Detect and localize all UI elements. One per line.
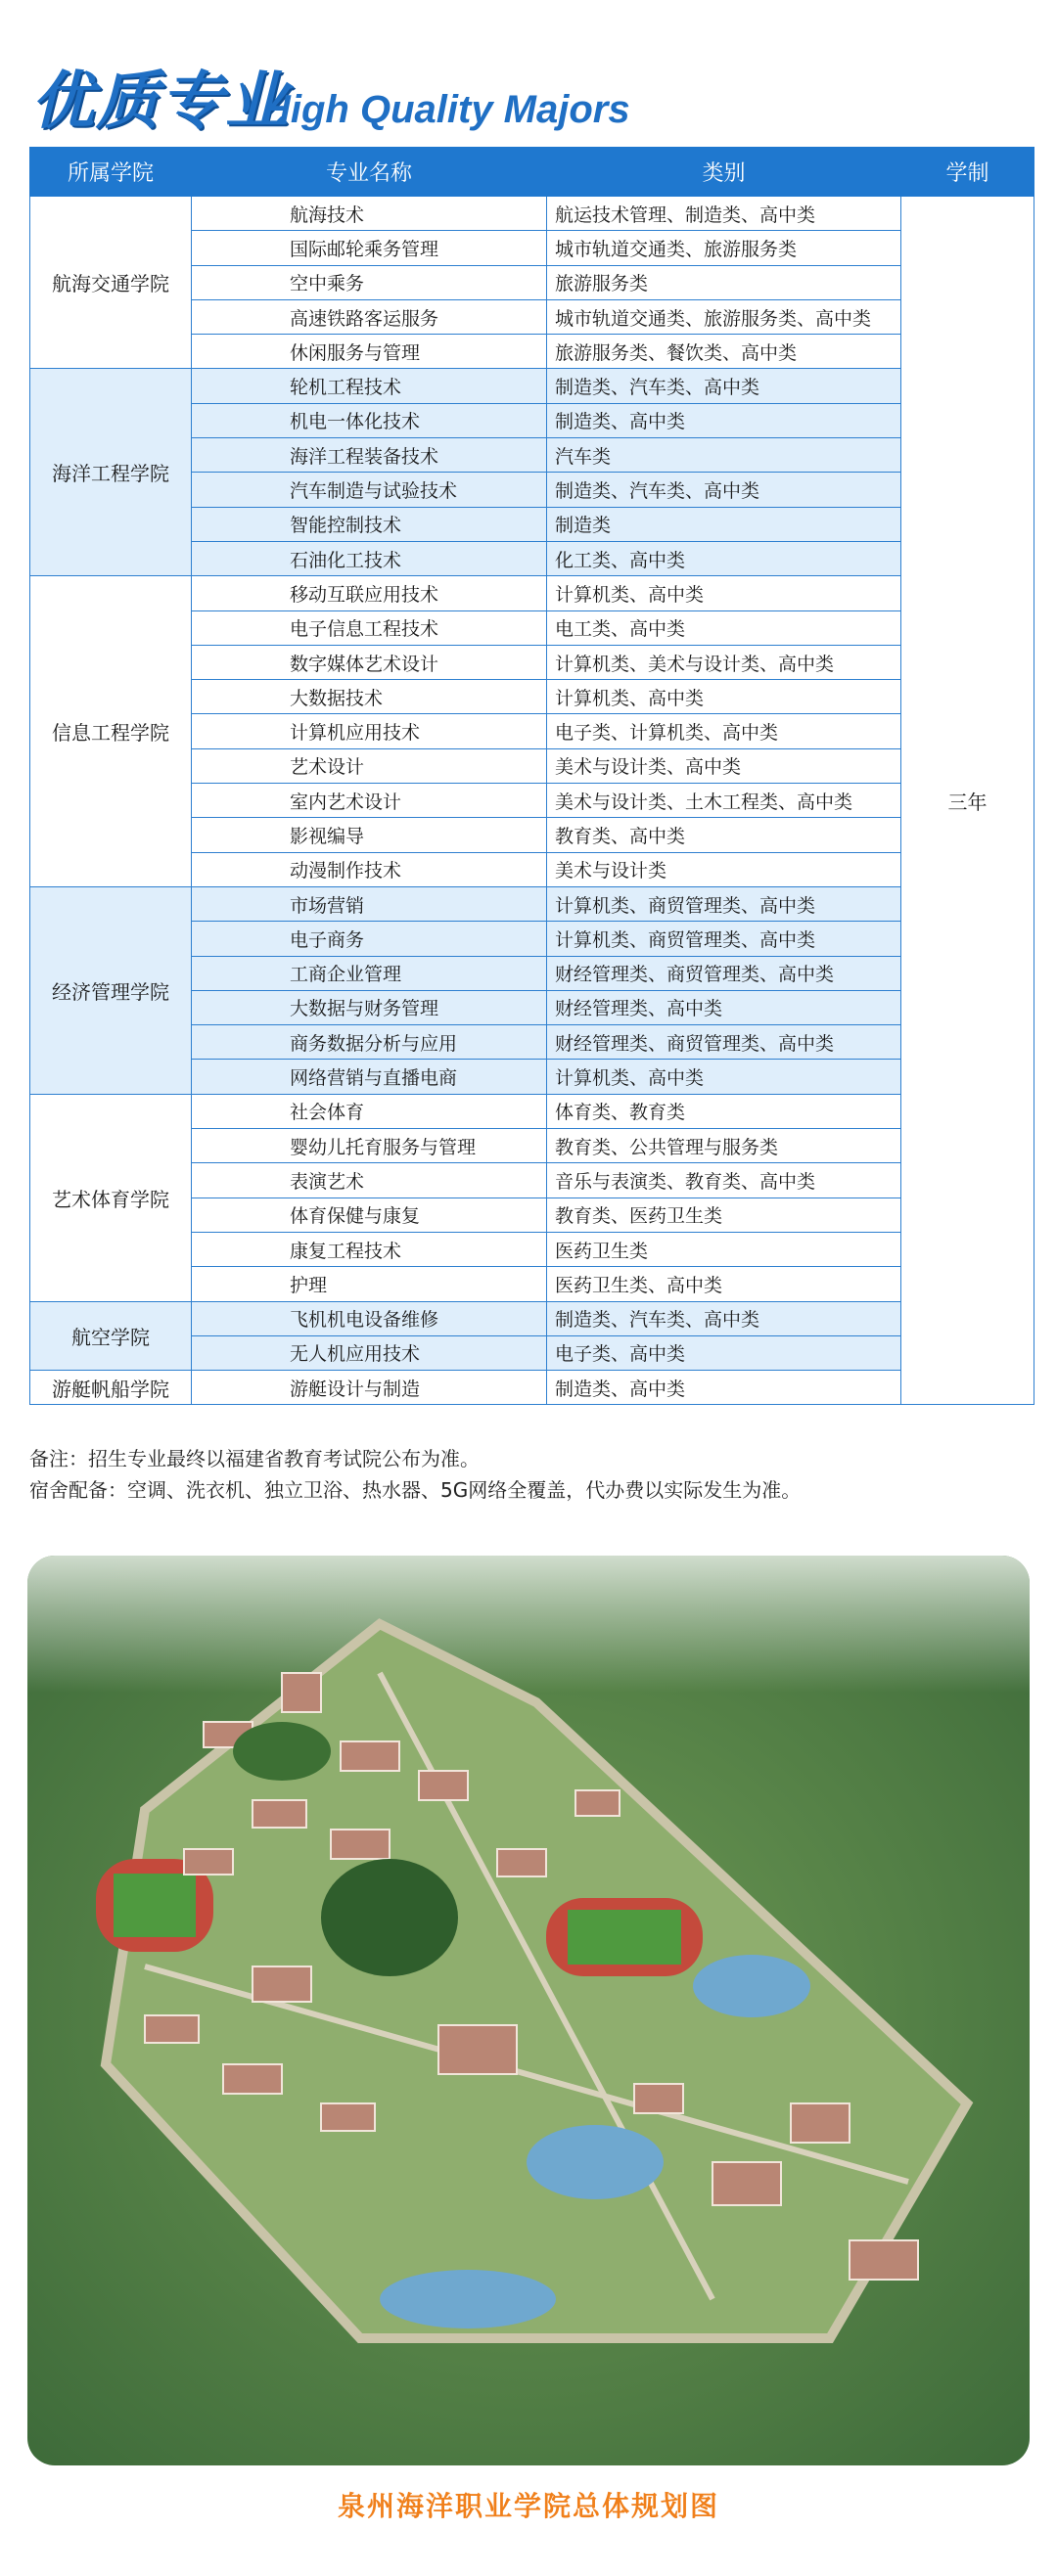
category-cell: 美术与设计类	[547, 852, 901, 886]
major-cell: 社会体育	[192, 1094, 547, 1128]
category-cell: 电子类、计算机类、高中类	[547, 714, 901, 748]
major-cell: 高速铁路客运服务	[192, 299, 547, 334]
column-header-college: 所属学院	[30, 148, 192, 197]
major-cell: 市场营销	[192, 886, 547, 921]
major-cell: 数字媒体艺术设计	[192, 645, 547, 679]
category-cell: 教育类、公共管理与服务类	[547, 1129, 901, 1163]
table-row	[30, 197, 1034, 231]
note-admission: 备注：招生专业最终以福建省教育考试院公布为准。	[29, 1447, 480, 1470]
major-cell: 轮机工程技术	[192, 369, 547, 403]
major-cell: 商务数据分析与应用	[192, 1025, 547, 1060]
column-header-category: 类别	[547, 148, 901, 197]
category-cell: 城市轨道交通类、旅游服务类、高中类	[547, 299, 901, 334]
table-row	[30, 1371, 1034, 1405]
major-cell: 计算机应用技术	[192, 714, 547, 748]
category-cell: 计算机类、高中类	[547, 1060, 901, 1094]
college-cell: 经济管理学院	[30, 886, 192, 1094]
college-cell: 航海交通学院	[30, 197, 192, 369]
major-cell: 智能控制技术	[192, 507, 547, 541]
column-header-years: 学制	[901, 148, 1034, 197]
category-cell: 旅游服务类、餐饮类、高中类	[547, 335, 901, 369]
campus-plan-image	[27, 1556, 1030, 2465]
category-cell: 制造类	[547, 507, 901, 541]
category-cell: 计算机类、高中类	[547, 576, 901, 610]
table-header-row	[30, 148, 1034, 197]
table-row	[30, 1094, 1034, 1128]
category-cell: 城市轨道交通类、旅游服务类	[547, 231, 901, 265]
major-cell: 影视编导	[192, 818, 547, 852]
years-cell: 三年	[901, 197, 1034, 1405]
major-cell: 机电一体化技术	[192, 403, 547, 437]
category-cell: 制造类、汽车类、高中类	[547, 1301, 901, 1335]
college-cell: 航空学院	[30, 1301, 192, 1371]
major-cell: 无人机应用技术	[192, 1335, 547, 1370]
major-cell: 国际邮轮乘务管理	[192, 231, 547, 265]
category-cell: 教育类、高中类	[547, 818, 901, 852]
table-row	[30, 369, 1034, 403]
table-row	[30, 886, 1034, 921]
category-cell: 美术与设计类、土木工程类、高中类	[547, 784, 901, 818]
category-cell: 计算机类、商贸管理类、高中类	[547, 886, 901, 921]
category-cell: 体育类、教育类	[547, 1094, 901, 1128]
major-cell: 电子商务	[192, 922, 547, 956]
majors-table-body	[30, 197, 1034, 1405]
major-cell: 海洋工程装备技术	[192, 438, 547, 473]
major-cell: 网络营销与直播电商	[192, 1060, 547, 1094]
category-cell: 财经管理类、商贸管理类、高中类	[547, 956, 901, 990]
major-cell: 护理	[192, 1267, 547, 1301]
category-cell: 财经管理类、高中类	[547, 990, 901, 1024]
campus-plan-caption: 泉州海洋职业学院总体规划图	[337, 2490, 719, 2522]
college-cell: 游艇帆船学院	[30, 1371, 192, 1405]
major-cell: 休闲服务与管理	[192, 335, 547, 369]
category-cell: 电子类、高中类	[547, 1335, 901, 1370]
note-dormitory: 宿舍配备：空调、洗衣机、独立卫浴、热水器、5G网络全覆盖，代办费以实际发生为准。	[29, 1478, 802, 1502]
major-cell: 工商企业管理	[192, 956, 547, 990]
college-cell: 艺术体育学院	[30, 1094, 192, 1301]
category-cell: 计算机类、美术与设计类、高中类	[547, 645, 901, 679]
column-header-major: 专业名称	[192, 148, 547, 197]
major-cell: 航海技术	[192, 197, 547, 231]
major-cell: 移动互联应用技术	[192, 576, 547, 610]
major-cell: 电子信息工程技术	[192, 610, 547, 645]
major-cell: 汽车制造与试验技术	[192, 473, 547, 507]
major-cell: 表演艺术	[192, 1163, 547, 1198]
major-cell: 石油化工技术	[192, 541, 547, 575]
category-cell: 航运技术管理、制造类、高中类	[547, 197, 901, 231]
table-row	[30, 576, 1034, 610]
major-cell: 艺术设计	[192, 748, 547, 783]
category-cell: 医药卫生类	[547, 1232, 901, 1266]
major-cell: 体育保健与康复	[192, 1198, 547, 1232]
category-cell: 汽车类	[547, 438, 901, 473]
page-title-en: High Quality Majors	[262, 88, 630, 131]
category-cell: 电工类、高中类	[547, 610, 901, 645]
major-cell: 大数据与财务管理	[192, 990, 547, 1024]
category-cell: 制造类、汽车类、高中类	[547, 369, 901, 403]
page-title-cn: 优质专业	[31, 66, 290, 138]
majors-table	[29, 147, 1034, 1405]
major-cell: 空中乘务	[192, 265, 547, 299]
category-cell: 制造类、高中类	[547, 403, 901, 437]
category-cell: 医药卫生类、高中类	[547, 1267, 901, 1301]
college-cell: 信息工程学院	[30, 576, 192, 887]
category-cell: 计算机类、高中类	[547, 680, 901, 714]
category-cell: 化工类、高中类	[547, 541, 901, 575]
college-cell: 海洋工程学院	[30, 369, 192, 576]
category-cell: 美术与设计类、高中类	[547, 748, 901, 783]
major-cell: 康复工程技术	[192, 1232, 547, 1266]
major-cell: 飞机机电设备维修	[192, 1301, 547, 1335]
category-cell: 制造类、汽车类、高中类	[547, 473, 901, 507]
category-cell: 教育类、医药卫生类	[547, 1198, 901, 1232]
major-cell: 游艇设计与制造	[192, 1371, 547, 1405]
category-cell: 财经管理类、商贸管理类、高中类	[547, 1025, 901, 1060]
major-cell: 动漫制作技术	[192, 852, 547, 886]
major-cell: 婴幼儿托育服务与管理	[192, 1129, 547, 1163]
category-cell: 计算机类、商贸管理类、高中类	[547, 922, 901, 956]
major-cell: 室内艺术设计	[192, 784, 547, 818]
table-row	[30, 1301, 1034, 1335]
category-cell: 制造类、高中类	[547, 1371, 901, 1405]
category-cell: 旅游服务类	[547, 265, 901, 299]
category-cell: 音乐与表演类、教育类、高中类	[547, 1163, 901, 1198]
major-cell: 大数据技术	[192, 680, 547, 714]
